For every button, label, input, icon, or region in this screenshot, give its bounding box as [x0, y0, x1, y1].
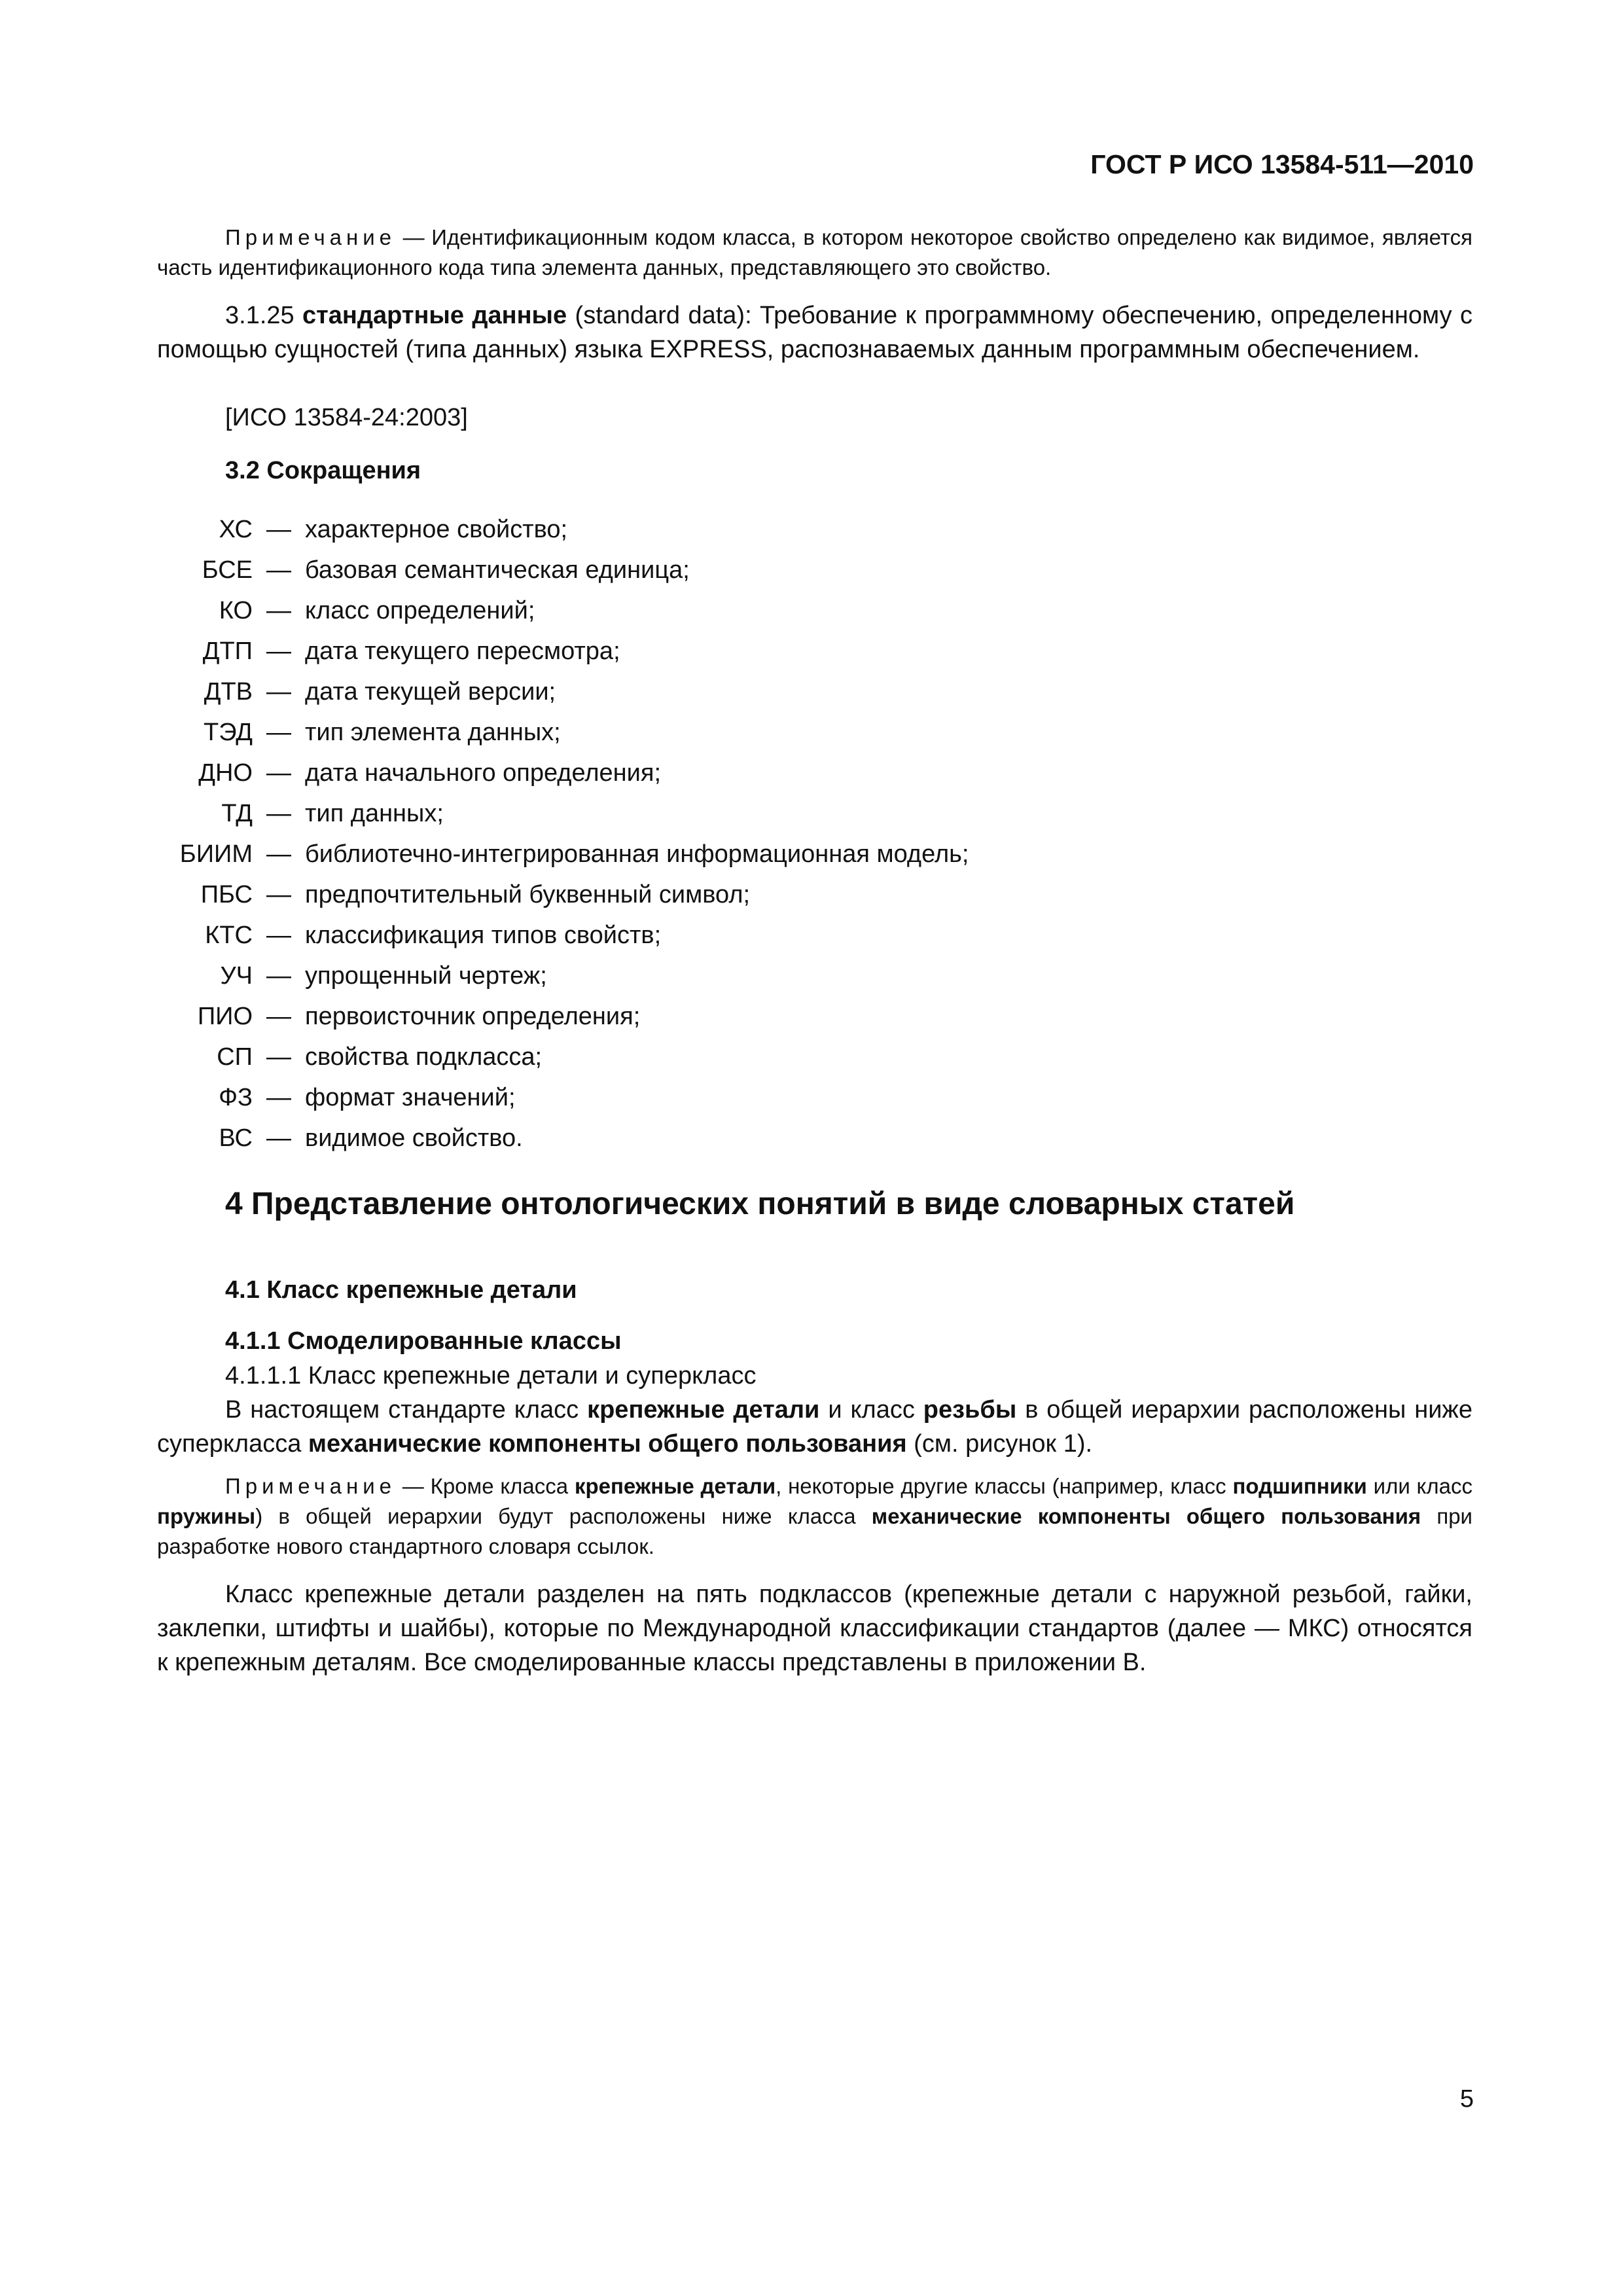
hierarchy-paragraph [157, 1393, 1472, 1461]
abbreviation-code: ТД [221, 800, 253, 827]
text-run: или класс [1366, 1474, 1472, 1498]
abbreviation-code: ВС [219, 1124, 253, 1152]
abbreviation-item [131, 1077, 1309, 1118]
abbreviation-item [131, 590, 1309, 631]
abbreviation-dash: — [266, 719, 291, 746]
abbreviation-item [131, 1118, 1309, 1158]
abbreviation-meaning: классификация типов свойств; [305, 922, 662, 949]
term-mechanical-components: механические компоненты общего пользования [308, 1430, 907, 1458]
abbreviation-meaning: формат значений; [305, 1084, 516, 1111]
term-mechanical-components: механические компоненты общего пользования [871, 1504, 1421, 1528]
abbreviation-item [131, 672, 1309, 712]
abbreviation-dash: — [266, 759, 291, 787]
abbreviation-meaning: видимое свойство. [305, 1124, 523, 1152]
abbreviation-code: КО [219, 597, 253, 624]
abbreviation-item [131, 753, 1309, 793]
abbreviation-code: ФЗ [219, 1084, 253, 1111]
text-run: в общей иерархии расположены ниже суперкласса [157, 1396, 1472, 1458]
abbreviation-item [131, 834, 1309, 874]
abbreviation-dash: — [266, 637, 291, 665]
subclasses-paragraph: Класс крепежные детали разделен на пять подклассов (крепежные детали с наружной резьбой, гайки, заклепки, штифты и шайбы), которые по Международной классификации стандартов (далее — МКС) относятся к крепежным деталям. Все смоделированные классы представлены в приложении В. [157, 1581, 1472, 1676]
term-fasteners: крепежные детали [574, 1474, 776, 1498]
abbreviation-dash: — [266, 1084, 291, 1111]
abbreviation-item [131, 874, 1309, 915]
section-4-heading: 4 Представление онтологических понятий в виде словарных статей [225, 1187, 1295, 1221]
definition-standard-data [157, 298, 1472, 367]
note-class-code [157, 223, 1472, 283]
abbreviation-item [131, 631, 1309, 672]
abbreviation-meaning: первоисточник определения; [305, 1003, 641, 1030]
abbreviation-list [131, 509, 1309, 1158]
definition-text: (standard data): Требование к программному обеспечению, определенному с помощью сущностей (типа данных) языка EXPRESS, распознаваемых данным программным обеспечением. [157, 302, 1472, 363]
definition-number: 3.1.25 [225, 302, 303, 329]
abbreviation-dash: — [266, 516, 291, 543]
abbreviation-dash: — [266, 556, 291, 584]
abbreviation-code: БИИМ [179, 840, 253, 868]
text-run: при разработке нового стандартного словаря ссылок. [157, 1504, 1472, 1558]
abbreviation-item [131, 793, 1309, 834]
abbreviation-meaning: дата текущей версии; [305, 678, 556, 706]
abbreviation-meaning: тип данных; [305, 800, 444, 827]
abbreviation-code: ДНО [198, 759, 253, 787]
abbreviation-meaning: предпочтительный буквенный символ; [305, 881, 751, 908]
note-label: Примечание [225, 225, 397, 249]
abbreviation-meaning: упрощенный чертеж; [305, 962, 547, 990]
abbreviation-code: СП [217, 1043, 253, 1071]
abbreviation-meaning: характерное свойство; [305, 516, 568, 543]
abbreviation-code: ТЭД [204, 719, 253, 746]
abbreviation-dash: — [266, 678, 291, 706]
text-run: ) в общей иерархии будут расположены ниже класса [255, 1504, 872, 1528]
abbreviation-code: ХС [219, 516, 253, 543]
abbreviation-code: БСЕ [202, 556, 253, 584]
text-run: В настоящем стандарте класс [225, 1396, 588, 1424]
section-4-1-1-heading: 4.1.1 Смоделированные классы [225, 1327, 622, 1355]
term-threads: резьбы [923, 1396, 1017, 1424]
abbreviation-meaning: библиотечно-интегрированная информационная модель; [305, 840, 969, 868]
term-fasteners: крепежные детали [587, 1396, 820, 1424]
section-4-1-1-1-heading: 4.1.1.1 Класс крепежные детали и суперкласс [225, 1362, 757, 1390]
abbreviation-item [131, 509, 1309, 550]
abbreviation-dash: — [266, 840, 291, 868]
abbreviation-meaning: базовая семантическая единица; [305, 556, 690, 584]
abbreviation-dash: — [266, 1124, 291, 1152]
abbreviation-item [131, 550, 1309, 590]
text-run: и класс [819, 1396, 923, 1424]
section-4-1-heading: 4.1 Класс крепежные детали [225, 1276, 577, 1304]
abbreviation-dash: — [266, 1043, 291, 1071]
abbreviation-item [131, 1037, 1309, 1077]
abbreviation-item [131, 956, 1309, 996]
abbreviation-meaning: дата начального определения; [305, 759, 662, 787]
abbreviation-code: ДТП [202, 637, 253, 665]
note-other-classes [157, 1471, 1472, 1562]
abbreviation-meaning: свойства подкласса; [305, 1043, 543, 1071]
section-3-2-heading: 3.2 Сокращения [225, 457, 421, 484]
note-label: Примечание [225, 1474, 397, 1498]
term-springs: пружины [157, 1504, 256, 1528]
text-run: — Кроме класса [396, 1474, 575, 1498]
abbreviation-meaning: класс определений; [305, 597, 535, 624]
document-code: ГОСТ Р ИСО 13584-511—2010 [1090, 149, 1474, 179]
abbreviation-item [131, 996, 1309, 1037]
abbreviation-meaning: дата текущего пересмотра; [305, 637, 620, 665]
abbreviation-meaning: тип элемента данных; [305, 719, 561, 746]
text-run: , некоторые другие классы (например, класс [776, 1474, 1233, 1498]
definition-source: [ИСО 13584-24:2003] [225, 404, 468, 431]
page-number: 5 [1459, 2085, 1474, 2113]
definition-term: стандартные данные [302, 302, 567, 329]
abbreviation-dash: — [266, 962, 291, 990]
abbreviation-code: ДТВ [204, 678, 253, 706]
abbreviation-code: ПИО [197, 1003, 253, 1030]
abbreviation-item [131, 712, 1309, 753]
abbreviation-dash: — [266, 881, 291, 908]
abbreviation-item [131, 915, 1309, 956]
abbreviation-code: УЧ [220, 962, 253, 990]
note-text: — Идентификационным кодом класса, в котором некоторое свойство определено как видимое, является часть идентификационного кода типа элемента данных, представляющего это свойство. [157, 225, 1472, 279]
abbreviation-dash: — [266, 1003, 291, 1030]
abbreviation-code: КТС [205, 922, 253, 949]
abbreviation-dash: — [266, 922, 291, 949]
term-bearings: подшипники [1232, 1474, 1367, 1498]
abbreviation-dash: — [266, 800, 291, 827]
abbreviation-dash: — [266, 597, 291, 624]
abbreviation-code: ПБС [200, 881, 253, 908]
text-run: (см. рисунок 1). [906, 1430, 1093, 1458]
